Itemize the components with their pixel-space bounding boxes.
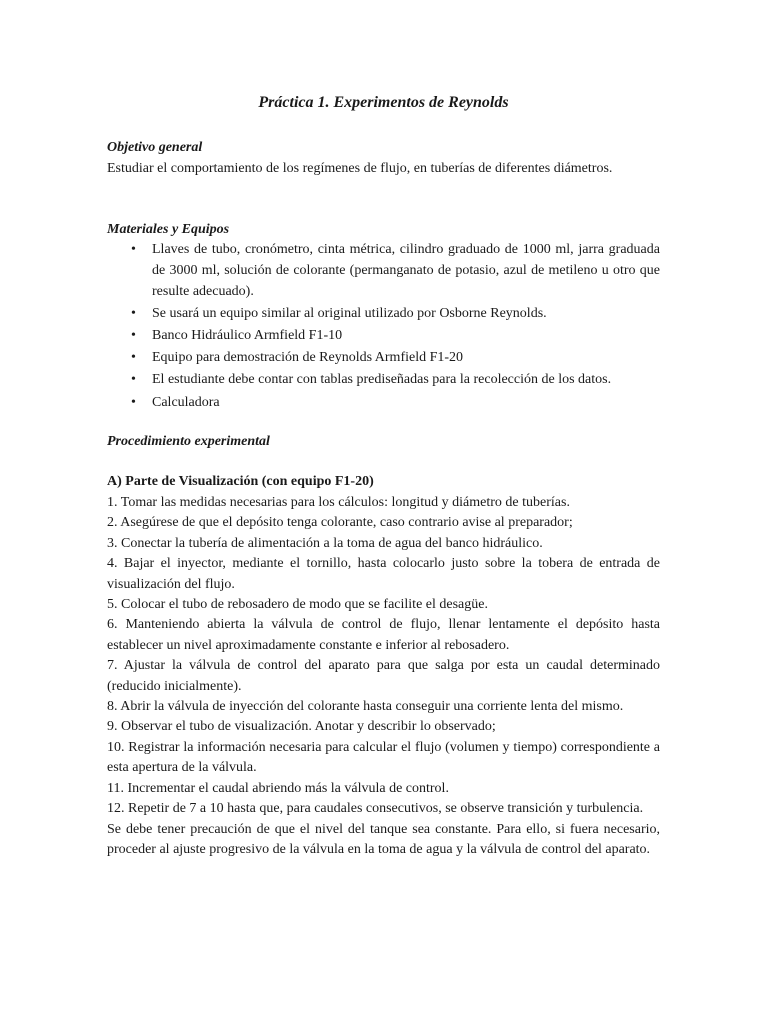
list-item bbox=[107, 370, 660, 391]
procedure-step: 11. Incrementar el caudal abriendo más la válvula de control. bbox=[107, 780, 449, 796]
procedure-step: 3. Conectar la tubería de alimentación a la toma de agua del banco hidráulico. bbox=[107, 535, 543, 551]
list-item-text: Llaves de tubo, cronómetro, cinta métrica, cilindro graduado de 1000 ml, jarra graduada de 3000 ml, solución de colorante (permanganato de potasio, azul de metileno u otro que resulte adecuado). bbox=[152, 242, 660, 299]
list-item-text: Calculadora bbox=[152, 394, 220, 410]
bullet-icon: • bbox=[131, 372, 136, 388]
procedure-step: 1. Tomar las medidas necesarias para los cálculos: longitud y diámetro de tuberías. bbox=[107, 495, 570, 510]
procedure-step: 10. Registrar la información necesaria para calcular el flujo (volumen y tiempo) correspondiente a esta apertura de la válvula. bbox=[107, 739, 660, 776]
procedure-step: 7. Ajustar la válvula de control del aparato para que salga por esta un caudal determinado (reducido inicialmente). bbox=[107, 658, 660, 694]
procedure-step: 8. Abrir la válvula de inyección del colorante hasta conseguir una corriente lenta del mismo. bbox=[107, 699, 624, 715]
procedure-step: 4. Bajar el inyector, mediante el tornillo, hasta colocarlo justo sobre la tobera de entrada de visualización del flujo. bbox=[107, 556, 660, 592]
procedure-step: 6. Manteniendo abierta la válvula de control de flujo, llenar lentamente el depósito hasta establecer un nivel aproximadamente constante e inferior al rebosadero. bbox=[107, 617, 660, 653]
procedure-step: 12. Repetir de 7 a 10 hasta que, para caudales consecutivos, se observe transición y turbulencia. bbox=[107, 801, 644, 817]
bullet-icon: • bbox=[131, 350, 136, 366]
list-item bbox=[107, 326, 660, 347]
procedure-step: 2. Asegúrese de que el depósito tenga colorante, caso contrario avise al preparador; bbox=[107, 515, 573, 531]
procedimiento-heading: Procedimiento experimental bbox=[107, 434, 270, 449]
list-item bbox=[107, 304, 660, 325]
page-title: Práctica 1. Experimentos de Reynolds bbox=[258, 94, 509, 111]
list-item-text: Equipo para demostración de Reynolds Armfield F1-20 bbox=[152, 350, 464, 366]
part-a-heading: A) Parte de Visualización (con equipo F1-20) bbox=[107, 474, 374, 489]
bullet-icon: • bbox=[131, 242, 136, 257]
procedure-step: 5. Colocar el tubo de rebosadero de modo que se facilite el desagüe. bbox=[107, 597, 488, 613]
materiales-heading: Materiales y Equipos bbox=[107, 222, 230, 237]
list-item bbox=[107, 240, 660, 302]
procedure-steps bbox=[107, 493, 660, 860]
materiales-list bbox=[107, 240, 660, 415]
list-item-text: Se usará un equipo similar al original utilizado por Osborne Reynolds. bbox=[152, 305, 547, 321]
bullet-icon: • bbox=[131, 394, 136, 410]
list-item bbox=[107, 348, 660, 369]
bullet-icon: • bbox=[131, 305, 136, 321]
objetivo-text: Estudiar el comportamiento de los regímenes de flujo, en tuberías de diferentes diámetros. bbox=[107, 161, 613, 176]
list-item-text: El estudiante debe contar con tablas prediseñadas para la recolección de los datos. bbox=[152, 372, 612, 388]
list-item bbox=[107, 393, 660, 414]
objetivo-heading: Objetivo general bbox=[107, 140, 203, 155]
procedure-note: Se debe tener precaución de que el nivel del tanque sea constante. Para ello, si fuera necesario, proceder al ajuste progresivo de la válvula en la toma de agua y la válvula de control del aparato. bbox=[107, 821, 660, 857]
bullet-icon: • bbox=[131, 327, 136, 343]
list-item-text: Banco Hidráulico Armfield F1-10 bbox=[152, 327, 343, 343]
procedure-step: 9. Observar el tubo de visualización. Anotar y describir lo observado; bbox=[107, 719, 496, 735]
